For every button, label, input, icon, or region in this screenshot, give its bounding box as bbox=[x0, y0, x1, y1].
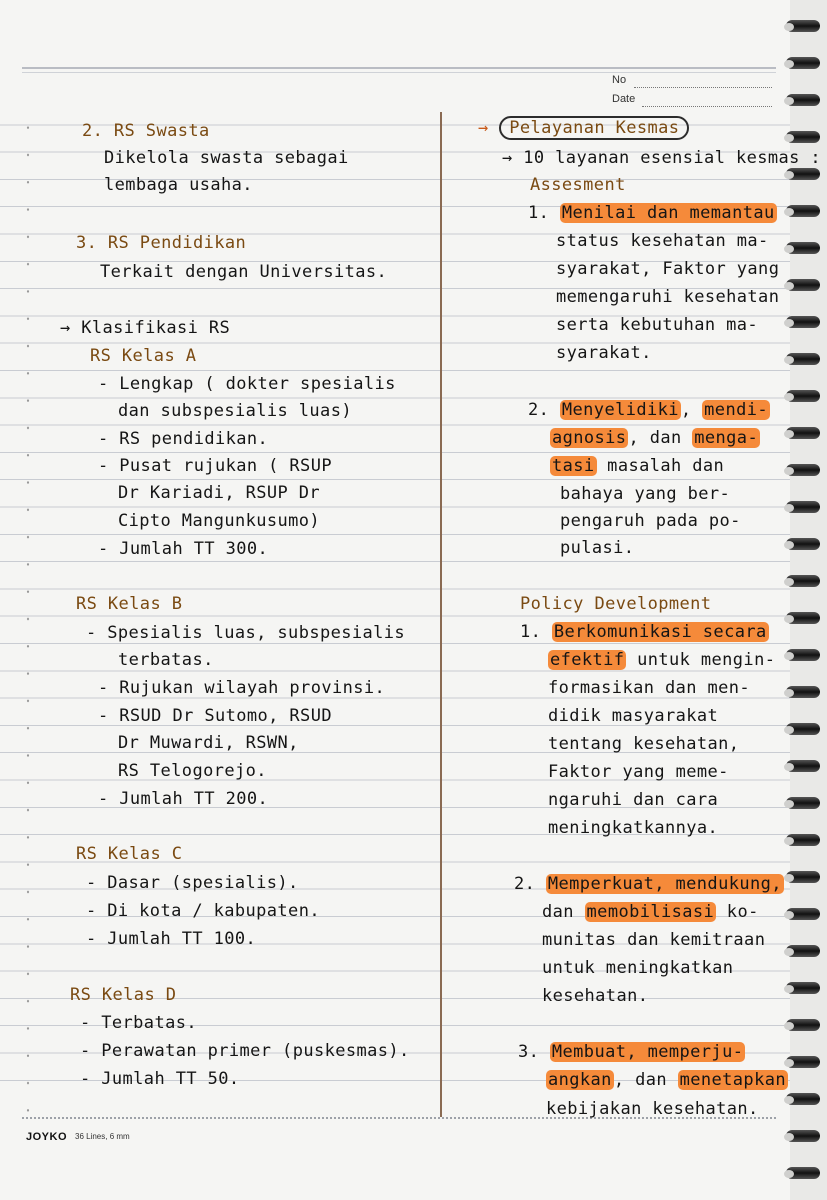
spiral-ring bbox=[786, 575, 824, 589]
note-line: munitas dan kemitraan bbox=[542, 930, 766, 950]
note-line: formasikan dan men- bbox=[548, 678, 751, 698]
spiral-ring bbox=[786, 131, 824, 145]
spiral-ring bbox=[786, 686, 824, 700]
text: , bbox=[680, 400, 703, 420]
spiral-ring bbox=[786, 649, 824, 663]
note-line bbox=[548, 650, 775, 670]
note-line bbox=[528, 400, 770, 420]
highlight: angkan bbox=[548, 1070, 612, 1090]
highlight: Membuat, memperju- bbox=[551, 1042, 744, 1062]
date-line bbox=[642, 106, 772, 107]
heading-klasifikasi: → Klasifikasi RS bbox=[60, 318, 231, 338]
highlight: menetapkan bbox=[679, 1070, 786, 1090]
note-line bbox=[550, 456, 724, 476]
number: 2. bbox=[514, 874, 546, 894]
note-line: pengaruh pada po- bbox=[560, 511, 741, 531]
note-line: - RS pendidikan. bbox=[98, 429, 269, 449]
spiral-ring bbox=[786, 612, 824, 626]
note-line: - Spesialis luas, subspesialis bbox=[86, 623, 406, 643]
text: dan bbox=[542, 902, 585, 922]
highlight: memobilisasi bbox=[586, 902, 715, 922]
spiral-ring bbox=[786, 982, 824, 996]
note-line: - Jumlah TT 50. bbox=[80, 1069, 240, 1089]
highlight: Menilai dan memantau bbox=[561, 203, 775, 223]
spiral-ring bbox=[786, 20, 824, 34]
spiral-ring bbox=[786, 538, 824, 552]
note-line: syarakat, Faktor yang bbox=[556, 259, 780, 279]
spiral-ring bbox=[786, 1093, 824, 1107]
spiral-ring bbox=[786, 279, 824, 293]
note-line: Dikelola swasta sebagai bbox=[104, 148, 349, 168]
spiral-ring bbox=[786, 205, 824, 219]
spiral-ring bbox=[786, 501, 824, 515]
note-line: kebijakan kesehatan. bbox=[546, 1099, 759, 1119]
spiral-ring bbox=[786, 242, 824, 256]
note-line: serta kebutuhan ma- bbox=[556, 315, 759, 335]
text: , dan bbox=[628, 428, 693, 448]
spiral-ring bbox=[786, 464, 824, 478]
spiral-ring bbox=[786, 760, 824, 774]
text: masalah dan bbox=[596, 456, 725, 476]
note-line: - Rujukan wilayah provinsi. bbox=[98, 678, 386, 698]
highlight: Memperkuat, mendukung, bbox=[547, 874, 782, 894]
note-line: bahaya yang ber- bbox=[560, 484, 731, 504]
spiral-ring bbox=[786, 57, 824, 71]
note-line: tentang kesehatan, bbox=[548, 734, 740, 754]
highlight: Menyelidiki bbox=[561, 400, 679, 420]
note-line: - Perawatan primer (puskesmas). bbox=[80, 1041, 410, 1061]
note-line bbox=[518, 1042, 745, 1062]
heading-rs-pendidikan: 3. RS Pendidikan bbox=[76, 233, 247, 253]
note-line: - Pusat rujukan ( RSUP bbox=[98, 456, 332, 476]
spiral-ring bbox=[786, 427, 824, 441]
spiral-ring bbox=[786, 1130, 824, 1144]
top-rule-secondary bbox=[22, 72, 776, 73]
note-line: memengaruhi kesehatan bbox=[556, 287, 780, 307]
note-line: Faktor yang meme- bbox=[548, 762, 729, 782]
note-line bbox=[528, 203, 777, 223]
note-line: Dr Muwardi, RSWN, bbox=[118, 733, 299, 753]
note-line: didik masyarakat bbox=[548, 706, 719, 726]
note-line: ngaruhi dan cara bbox=[548, 790, 719, 810]
no-line bbox=[634, 87, 772, 88]
spiral-ring bbox=[786, 390, 824, 404]
highlight: agnosis bbox=[552, 428, 627, 448]
number: 1. bbox=[520, 622, 552, 642]
note-line: - Dasar (spesialis). bbox=[86, 873, 299, 893]
note-line: - Jumlah TT 300. bbox=[98, 539, 269, 559]
column-divider bbox=[440, 112, 442, 1117]
note-line: - Lengkap ( dokter spesialis bbox=[98, 374, 396, 394]
highlight: menga- bbox=[694, 428, 759, 448]
note-line: RS Telogorejo. bbox=[118, 761, 267, 781]
number: 2. bbox=[528, 400, 560, 420]
note-line: kesehatan. bbox=[542, 986, 649, 1006]
text: , dan bbox=[613, 1070, 678, 1090]
spiral-ring bbox=[786, 908, 824, 922]
number: 1. bbox=[528, 203, 560, 223]
date-label: Date bbox=[612, 93, 636, 105]
circled-heading: Pelayanan Kesmas bbox=[499, 116, 689, 140]
heading-rs-swasta: 2. RS Swasta bbox=[82, 121, 210, 141]
note-line bbox=[542, 902, 759, 922]
heading-kelas-b: RS Kelas B bbox=[76, 594, 183, 614]
spiral-ring bbox=[786, 723, 824, 737]
highlight: Berkomunikasi secara bbox=[553, 622, 767, 642]
heading-pelayanan-kesmas bbox=[478, 118, 689, 138]
top-rule bbox=[22, 67, 776, 69]
note-line: meningkatkannya. bbox=[548, 818, 719, 838]
brand-subtitle: 36 Lines, 6 mm bbox=[75, 1132, 130, 1141]
note-line: pulasi. bbox=[560, 538, 635, 558]
heading-kelas-d: RS Kelas D bbox=[70, 985, 177, 1005]
brand-logo: JOYKO bbox=[26, 1131, 68, 1143]
note-line: Terkait dengan Universitas. bbox=[100, 262, 388, 282]
highlight: mendi- bbox=[704, 400, 768, 420]
page-header-area bbox=[0, 0, 790, 98]
note-line bbox=[550, 428, 760, 448]
text: ko- bbox=[716, 902, 759, 922]
margin-dots bbox=[26, 114, 30, 1114]
note-line: Cipto Mangunkusumo) bbox=[118, 511, 321, 531]
highlight: efektif bbox=[550, 650, 625, 670]
note-line: - Di kota / kabupaten. bbox=[86, 901, 320, 921]
note-line: Dr Kariadi, RSUP Dr bbox=[118, 483, 321, 503]
note-line: dan subspesialis luas) bbox=[118, 401, 352, 421]
heading-kelas-c: RS Kelas C bbox=[76, 844, 183, 864]
note-line bbox=[514, 874, 784, 894]
spiral-ring bbox=[786, 94, 824, 108]
spiral-ring bbox=[786, 797, 824, 811]
note-line: untuk meningkatkan bbox=[542, 958, 734, 978]
note-line: - Terbatas. bbox=[80, 1013, 197, 1033]
note-line: - Jumlah TT 200. bbox=[98, 789, 269, 809]
note-line: status kesehatan ma- bbox=[556, 231, 769, 251]
spiral-ring bbox=[786, 834, 824, 848]
spiral-ring bbox=[786, 1019, 824, 1033]
heading-kelas-a: RS Kelas A bbox=[90, 346, 197, 366]
note-line: syarakat. bbox=[556, 343, 652, 363]
text: untuk mengin- bbox=[626, 650, 776, 670]
note-line: lembaga usaha. bbox=[104, 175, 253, 195]
note-line: → 10 layanan esensial kesmas : bbox=[502, 148, 822, 168]
spiral-ring bbox=[786, 316, 824, 330]
note-line: - Jumlah TT 100. bbox=[86, 929, 257, 949]
spiral-ring bbox=[786, 945, 824, 959]
arrow-icon: → bbox=[478, 118, 489, 138]
note-line bbox=[520, 622, 769, 642]
heading-assesment: Assesment bbox=[530, 175, 626, 195]
note-line: - RSUD Dr Sutomo, RSUD bbox=[98, 706, 332, 726]
number: 3. bbox=[518, 1042, 550, 1062]
spiral-ring bbox=[786, 353, 824, 367]
note-line: terbatas. bbox=[118, 650, 214, 670]
heading-policy-development: Policy Development bbox=[520, 594, 712, 614]
highlight: tasi bbox=[552, 456, 595, 476]
note-line bbox=[546, 1070, 788, 1090]
spiral-ring bbox=[786, 1167, 824, 1181]
spiral-ring bbox=[786, 871, 824, 885]
spiral-ring bbox=[786, 168, 824, 182]
spiral-ring bbox=[786, 1056, 824, 1070]
no-label: No bbox=[612, 74, 627, 86]
